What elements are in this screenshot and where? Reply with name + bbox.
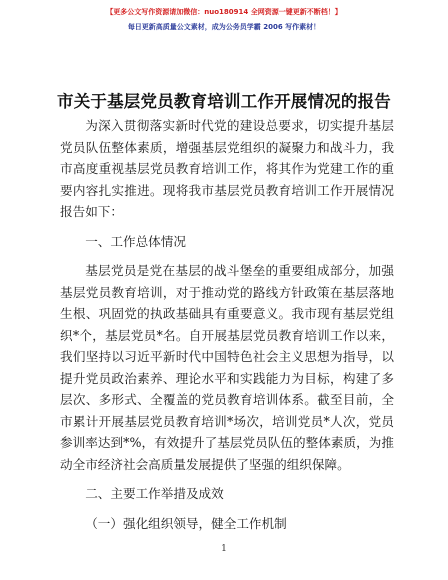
banner-line-red: 【更多公文写作资源请加微信：nuo180914 全网资源一键更新不断档！】 xyxy=(106,8,342,16)
section-heading: 一、工作总体情况 xyxy=(85,233,186,249)
document-title: 市关于基层党员教育培训工作开展情况的报告 xyxy=(57,92,391,111)
document-body xyxy=(60,115,394,534)
section-heading: 二、主要工作举措及成效 xyxy=(85,486,224,501)
subsection-heading: （一）强化组织领导，健全工作机制 xyxy=(85,515,287,531)
intro-paragraph: 为深入贯彻落实新时代党的建设总要求，切实提升基层党员队伍整体素质，增强基层党组织的凝聚力和战斗力，我市高度重视基层党员教育培训工作，将其作为党建工作的重要内容扎实推进。现将我市基层党员教育培训工作开展情况报告如下： xyxy=(60,118,394,219)
banner-line-blue: 每日更新高质量公文素材，成为公务员学霸 2006 写作素材！ xyxy=(127,23,321,31)
page-number: 1 xyxy=(221,544,227,554)
body-paragraph: 基层党员是党在基层的战斗堡垒的重要组成部分，加强基层党员教育培训，对于推动党的路线方针政策在基层落地生根、巩固党的执政基础具有重要意义。我市现有基层党组织*个，基层党员*名。自开展基层党员教育培训工作以来，我们坚持以习近平新时代中国特色社会主义思想为指导，以提升党员政治素养、理论水平和实践能力为目标，构建了多层次、多形式、全覆盖的党员教育培训体系。截至目前，全市累计开展基层党员教育培训*场次，培训党员*人次，党员参训率达到*%，有效提升了基层党员队伍的整体素质，为推动全市经济社会高质量发展提供了坚强的组织保障。 xyxy=(60,263,394,472)
promo-banner xyxy=(0,6,448,33)
